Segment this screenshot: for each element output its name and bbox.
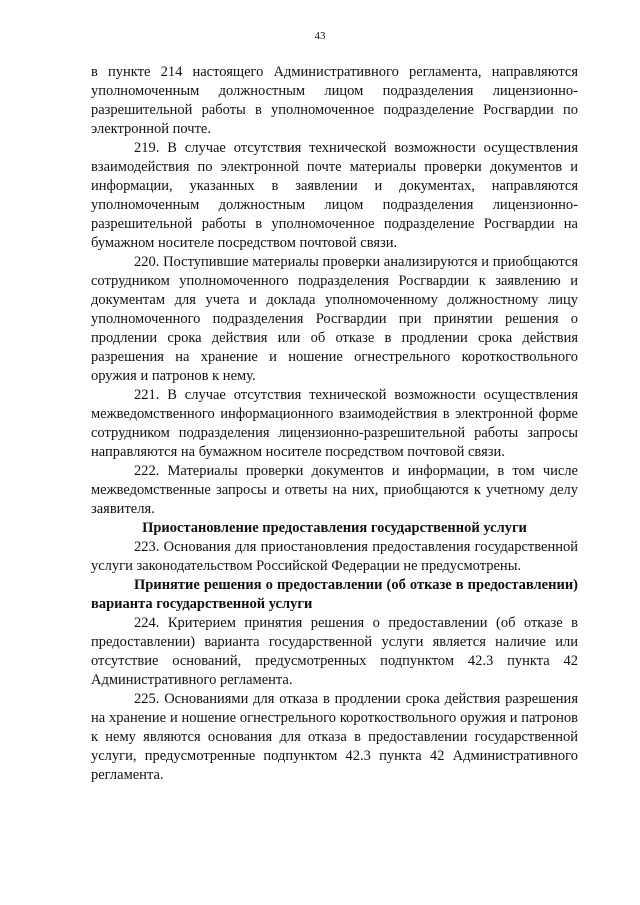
paragraph-225: 225. Основаниями для отказа в продлении срока действия разрешения на хранение и ношение огнестрельного короткоствольного оружия и патронов к нему являются основания для отказа в предоставлении государственной услуги, предусмотренные подпунктом 42.3 пункта 42 Административного регламента. [91, 691, 578, 783]
paragraph-219: 219. В случае отсутствия технической возможности осуществления взаимодействия по электронной почте материалы проверки документов и информации, указанных в заявлении и документах, направляются уполномоченным должностным лицом подразделения лицензионно-разрешительной работы в уполномоченное подразделение Росгвардии на бумажном носителе посредством почтовой связи. [91, 140, 578, 251]
paragraph-221: 221. В случае отсутствия технической возможности осуществления межведомственного информационного взаимодействия в электронной форме сотрудником подразделения лицензионно-разрешительной работы запросы направляются на бумажном носителе посредством почтовой связи. [91, 387, 578, 460]
section-heading-decision: Принятие решения о предоставлении (об отказе в предоставлении) варианта государственной услуги [91, 577, 578, 612]
paragraph-224: 224. Критерием принятия решения о предоставлении (об отказе в предоставлении) варианта государственной услуги является наличие или отсутствие оснований, предусмотренных подпунктом 42.3 пункта 42 Административного регламента. [91, 615, 578, 688]
section-heading-suspension: Приостановление предоставления государственной услуги [142, 520, 527, 536]
document-body [91, 63, 578, 785]
paragraph-222: 222. Материалы проверки документов и информации, в том числе межведомственные запросы и ответы на них, приобщаются к учетному делу заявителя. [91, 463, 578, 517]
paragraph-continuation: в пункте 214 настоящего Административного регламента, направляются уполномоченным должностным лицом подразделения лицензионно-разрешительной работы в уполномоченное подразделение Росгвардии по электронной почте. [91, 64, 578, 137]
paragraph-223: 223. Основания для приостановления предоставления государственной услуги законодательством Российской Федерации не предусмотрены. [91, 539, 578, 574]
page-number: 43 [314, 30, 326, 42]
paragraph-220: 220. Поступившие материалы проверки анализируются и приобщаются сотрудником уполномоченного подразделения Росгвардии к заявлению и документам для учета и доклада уполномоченному должностному лицу уполномоченного подразделения Росгвардии при принятии решения о продлении срока действия или об отказе в продлении срока действия разрешения на хранение и ношение огнестрельного короткоствольного оружия и патронов к нему. [91, 254, 578, 384]
